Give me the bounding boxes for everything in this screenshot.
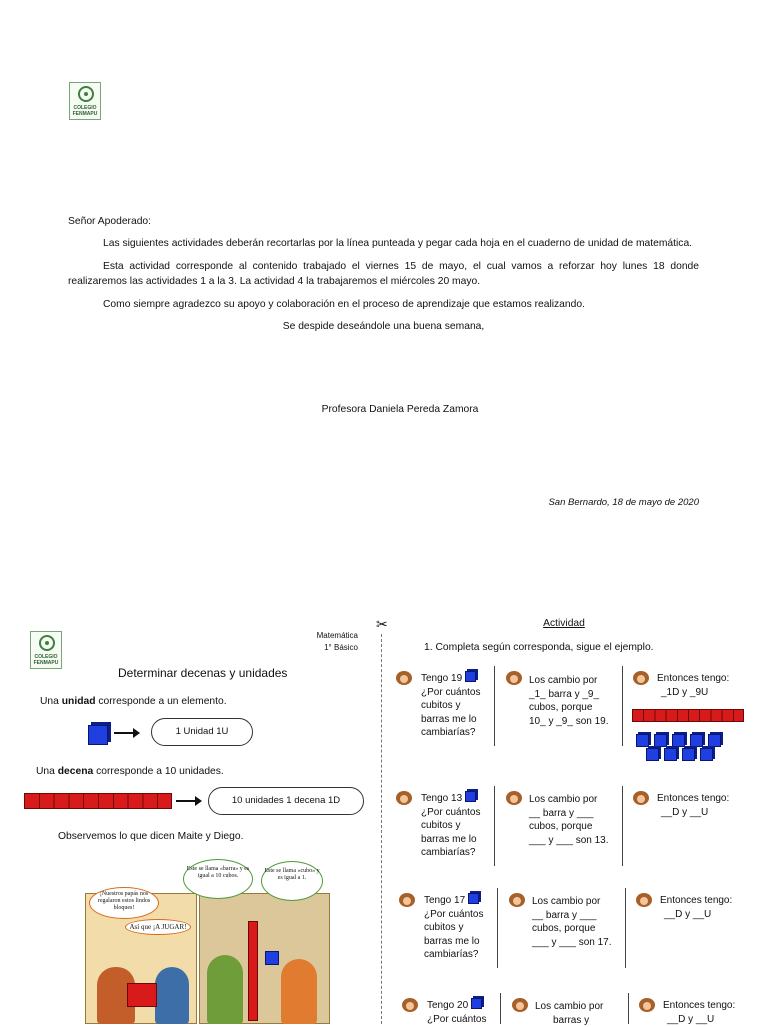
letter-signature: Profesora Daniela Pereda Zamora <box>0 404 768 415</box>
letter <box>68 214 699 334</box>
unit-word: unidad <box>62 696 96 707</box>
row4-question <box>427 998 497 1026</box>
blue-cube-held <box>265 951 279 965</box>
unit-pre: Una <box>40 696 62 707</box>
row3-divider-2 <box>625 888 626 968</box>
row3-question <box>424 893 494 962</box>
row1-bar-icon <box>632 709 744 722</box>
subject-label: Matemática <box>258 631 358 640</box>
row1-divider-1 <box>494 666 495 746</box>
row1-q-line4: barras me lo <box>421 713 491 727</box>
row2-divider-1 <box>494 786 495 866</box>
row1-e-line1: Entonces tengo: <box>657 672 747 686</box>
row1-cubes <box>636 730 736 762</box>
arrow-icon <box>114 732 138 734</box>
row3-divider-1 <box>497 888 498 968</box>
row4-e-line1: Entonces tengo: <box>663 999 753 1013</box>
decena-definition <box>36 766 224 777</box>
row2-c-line3: cubos, porque <box>529 820 621 834</box>
child-face-icon <box>509 893 525 907</box>
row1-result <box>657 672 747 699</box>
row1-q-line1: Tengo 19 <box>421 671 491 686</box>
decena-word: decena <box>58 766 94 777</box>
cube-icon <box>690 734 703 747</box>
activity-heading <box>0 618 768 629</box>
row1-e-line2: _1D y _9U <box>657 686 747 700</box>
cube-icon <box>465 791 476 802</box>
speech-bubble-2: Así que ¡A JUGAR! <box>125 919 191 935</box>
cut-line <box>381 634 382 1024</box>
row2-q-line5: cambiarías? <box>421 846 491 860</box>
logo-line1: COLEGIO <box>70 106 100 111</box>
decena-post: corresponde a 10 unidades. <box>93 766 224 777</box>
row1-question <box>421 671 491 740</box>
row3-e-line1: Entonces tengo: <box>660 894 750 908</box>
letter-farewell: Se despide deseándole una buena semana, <box>68 319 699 334</box>
row2-c-line4: ___ y ___ son 13. <box>529 834 621 848</box>
row1-c-line1: Los cambio por <box>529 674 621 688</box>
letter-paragraph-2: Esta actividad corresponde al contenido trabajado el viernes 15 de mayo, el cual vamos a reforzar hoy lunes 18 donde realizaremos las actividades 1 a la 3. La actividad 4 la trabajaremos el miércoles 20 mayo. <box>68 259 699 289</box>
row3-q-line3: cubitos y <box>424 921 494 935</box>
speech-bubble-1: ¡Nuestros papás nos regalaron estos lindos bloques! <box>89 887 159 919</box>
speech-bubble-4: Este se llama «cubo» y es igual a 1. <box>261 861 323 901</box>
row2-e-line2: __D y __U <box>657 806 747 820</box>
red-block-pile <box>127 983 157 1007</box>
activity-heading-text: Actividad <box>543 618 585 629</box>
decena-pre: Una <box>36 766 58 777</box>
row3-c-line4: ___ y ___ son 17. <box>532 936 624 950</box>
row3-q-line1: Tengo 17 <box>424 893 494 908</box>
row4-q-line1: Tengo 20 <box>427 998 497 1013</box>
cube-icon <box>471 998 482 1009</box>
child-face-icon <box>633 791 649 805</box>
cube-icon <box>700 748 713 761</box>
worksheet-logo-line1: COLEGIO <box>31 655 61 660</box>
row3-q-line2: ¿Por cuántos <box>424 908 494 922</box>
row4-divider-2 <box>628 993 629 1024</box>
child-face-icon <box>512 998 528 1012</box>
activity-instruction: 1. Completa según corresponda, sigue el ejemplo. <box>424 642 654 653</box>
speech-bubble-3: Este se llama «barra» y es igual a 10 cubos. <box>183 859 253 899</box>
letter-paragraph-1: Las siguientes actividades deberán recortarlas por la línea punteada y pegar cada hoja en el cuaderno de unidad de matemática. <box>68 236 699 251</box>
row2-e-line1: Entonces tengo: <box>657 792 747 806</box>
worksheet-logo <box>30 631 62 669</box>
child-face-icon <box>506 671 522 685</box>
row2-question <box>421 791 491 860</box>
cube-icon <box>708 734 721 747</box>
row3-q-line5: cambiarías? <box>424 948 494 962</box>
row1-divider-2 <box>622 666 623 746</box>
cube-icon <box>468 893 479 904</box>
row2-q-line1: Tengo 13 <box>421 791 491 806</box>
cube-icon <box>465 671 476 682</box>
unit-definition <box>40 696 227 707</box>
row1-change <box>529 674 621 728</box>
row4-divider-1 <box>500 993 501 1024</box>
cube-icon <box>636 734 649 747</box>
row3-c-line2: __ barra y ___ <box>532 909 624 923</box>
row1-q-line2: ¿Por cuántos <box>421 686 491 700</box>
row2-result <box>657 792 747 819</box>
row4-result <box>663 999 753 1026</box>
row3-e-line2: __D y __U <box>660 908 750 922</box>
row2-c-line2: __ barra y ___ <box>529 807 621 821</box>
unit-cube-icon <box>88 725 108 745</box>
maite-diego-illustration <box>85 855 330 1024</box>
row4-q-line2: ¿Por cuántos <box>427 1013 497 1027</box>
cube-icon <box>672 734 685 747</box>
worksheet-logo-line2: FENMAPU <box>31 661 61 666</box>
row1-q-line3: cubitos y <box>421 699 491 713</box>
school-logo <box>69 82 101 120</box>
row3-result <box>660 894 750 921</box>
letter-paragraph-3: Como siempre agradezco su apoyo y colaboración en el proceso de aprendizaje que estamos realizando. <box>68 297 699 312</box>
row1-c-line4: 10_ y _9_ son 19. <box>529 715 621 729</box>
child-face-icon <box>396 671 412 685</box>
child-face-icon <box>402 998 418 1012</box>
unit-post: corresponde a un elemento. <box>96 696 227 707</box>
row4-c-line2: barras y <box>535 1014 627 1027</box>
logo-line2: FENMAPU <box>70 112 100 117</box>
letter-greeting: Señor Apoderado: <box>68 214 699 229</box>
scissors-icon: ✂ <box>376 616 388 633</box>
letter-place-date: San Bernardo, 18 de mayo de 2020 <box>420 497 699 508</box>
row1-c-line2: _1_ barra y _9_ <box>529 688 621 702</box>
row2-q-line3: cubitos y <box>421 819 491 833</box>
row4-c-line1: Los cambio por <box>535 1000 627 1014</box>
arrow-icon <box>176 800 200 802</box>
boy-figure <box>155 967 189 1024</box>
child-face-icon <box>506 791 522 805</box>
row3-c-line3: cubos, porque <box>532 922 624 936</box>
cube-icon <box>646 748 659 761</box>
row1-q-line5: cambiarías? <box>421 726 491 740</box>
row4-change <box>535 1000 627 1027</box>
child-face-icon <box>639 998 655 1012</box>
child-face-icon <box>399 893 415 907</box>
row2-q-line2: ¿Por cuántos <box>421 806 491 820</box>
worksheet-title: Determinar decenas y unidades <box>118 666 287 680</box>
child-face-icon <box>636 893 652 907</box>
row2-change <box>529 793 621 847</box>
row3-change <box>532 895 624 949</box>
boy-right-figure <box>207 955 243 1024</box>
decena-pill: 10 unidades 1 decena 1D <box>208 787 364 815</box>
child-face-icon <box>633 671 649 685</box>
cube-icon <box>682 748 695 761</box>
child-face-icon <box>396 791 412 805</box>
row2-c-line1: Los cambio por <box>529 793 621 807</box>
row1-c-line3: cubos, porque <box>529 701 621 715</box>
row3-c-line1: Los cambio por <box>532 895 624 909</box>
decena-bar-icon <box>24 793 172 809</box>
grade-label: 1° Básico <box>258 643 358 652</box>
row3-q-line4: barras me lo <box>424 935 494 949</box>
girl-right-figure <box>281 959 317 1024</box>
cube-icon <box>654 734 667 747</box>
cube-icon <box>664 748 677 761</box>
row2-divider-2 <box>622 786 623 866</box>
observe-text: Observemos lo que dicen Maite y Diego. <box>58 831 243 842</box>
tall-bar <box>248 921 258 1021</box>
row2-q-line4: barras me lo <box>421 833 491 847</box>
unit-pill: 1 Unidad 1U <box>151 718 253 746</box>
row4-e-line2: __D y __U <box>663 1013 753 1027</box>
